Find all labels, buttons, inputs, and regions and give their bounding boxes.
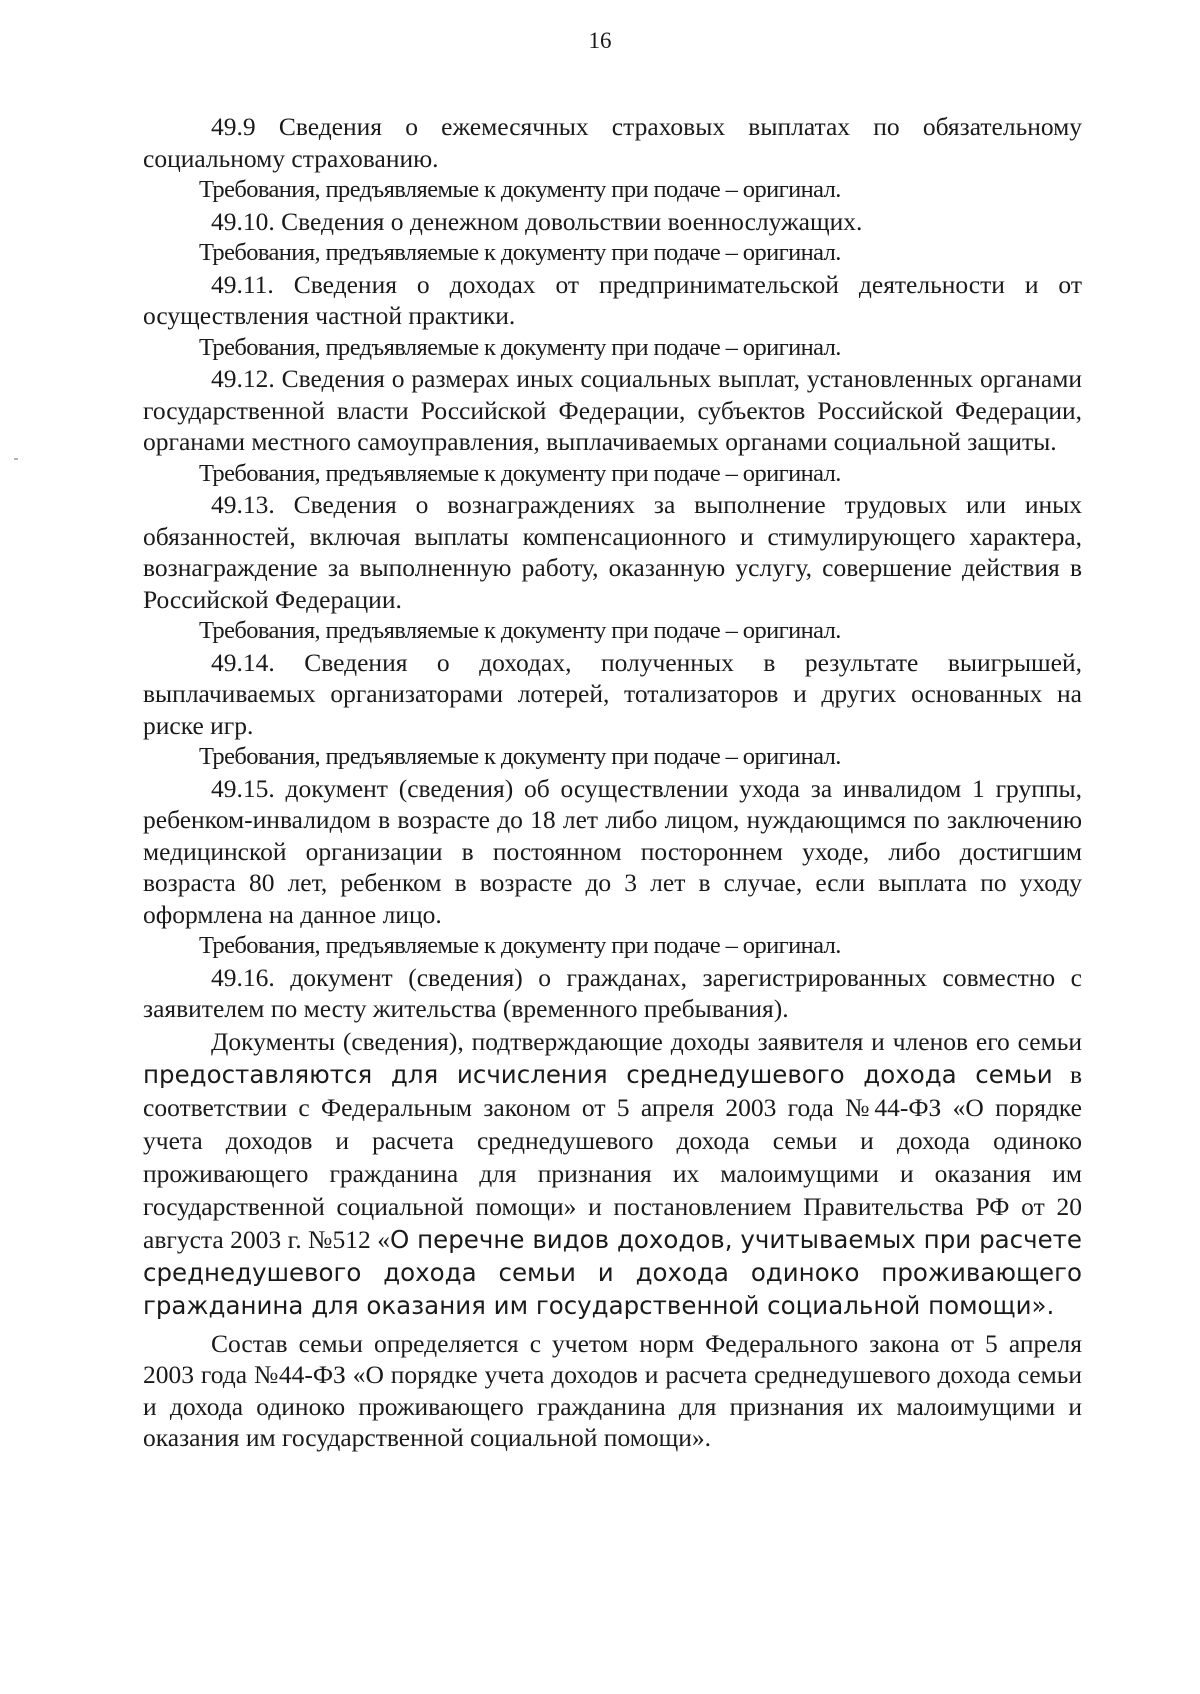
document-body (143, 111, 1082, 1454)
page-number: 16 (588, 28, 612, 53)
requirement-line: Требования, предъявляемые к документу при подаче – оригинал. (199, 617, 841, 644)
paragraph-family-composition: Состав семьи определяется с учетом норм Федерального закона от 5 апреля 2003 года №44-ФЗ «О порядке учета доходов и расчета среднедушевого дохода семьи и дохода одиноко проживающего гражданина для признания их малоимущими и оказания им государственной социальной помощи». (143, 1328, 1082, 1452)
requirement-line: Требования, предъявляемые к документу при подаче – оригинал. (199, 932, 841, 959)
requirement-line: Требования, предъявляемые к документу при подаче – оригинал. (199, 239, 841, 266)
paragraph-49-15: 49.15. документ (сведения) об осуществлении ухода за инвалидом 1 группы, ребенком-инвалидом в возрасте до 18 лет либо лицом, нуждающимся по заключению медицинской организации в постоянном постороннем уходе, либо достигшим возраста 80 лет, ребенком в возрасте до 3 лет в случае, если выплата по уходу оформлена на данное лицо. (143, 773, 1082, 929)
requirement-line: Требования, предъявляемые к документу при подаче – оригинал. (199, 743, 841, 770)
paragraph-49-13: 49.13. Сведения о вознаграждениях за выполнение трудовых или иных обязанностей, включая выплаты компенсационного и стимулирующего характера, вознаграждение за выполненную работу, оказанную услугу, совершение действия в Российской Федерации. (143, 490, 1082, 614)
paragraph-49-10: 49.10. Сведения о денежном довольствии военнослужащих. (211, 206, 863, 236)
income-documents-text-a: Документы (сведения), подтверждающие доходы заявителя и членов его семьи (211, 1026, 1082, 1056)
scan-margin-mark (14, 458, 18, 460)
requirement-line: Требования, предъявляемые к документу при подаче – оригинал. (199, 176, 841, 203)
income-documents-text-b: предоставляются для исчисления среднедушевого дохода семьи (143, 1059, 1053, 1089)
paragraph-49-11: 49.11. Сведения о доходах от предпринимательской деятельности и от осуществления частной практики. (143, 269, 1082, 330)
paragraph-49-14: 49.14. Сведения о доходах, полученных в результате выигрышей, выплачиваемых организаторами лотерей, тотализаторов и других основанных на риске игр. (143, 647, 1082, 740)
income-documents-text-d: О перечне видов доходов, учитываемых при расчете среднедушевого дохода семьи и дохода одиноко проживающего гражданина для оказания им государственной социальной помощи». (143, 1224, 1082, 1320)
paragraph-49-12: 49.12. Сведения о размерах иных социальных выплат, установленных органами государственной власти Российской Федерации, субъектов Российской Федерации, органами местного самоуправления, выплачиваемых органами социальной защиты. (143, 364, 1082, 456)
requirement-line: Требования, предъявляемые к документу при подаче – оригинал. (199, 333, 841, 361)
paragraph-income-documents (143, 1025, 1082, 1322)
paragraph-49-16: 49.16. документ (сведения) о гражданах, зарегистрированных совместно с заявителем по месту жительства (временного пребывания). (143, 962, 1082, 1023)
income-documents-text-c: в соответствии с Федеральным законом от 5 апреля 2003 года №44-ФЗ «О порядке учета доходов и расчета среднедушевого дохода семьи и дохода одиноко проживающего гражданина для признания их малоимущими и оказания им государственной социальной помощи» и постановлением Правительства РФ от 20 августа 2003 г. №512 « (143, 1059, 1082, 1254)
paragraph-49-9: 49.9 Сведения о ежемесячных страховых выплатах по обязательному социальному страхованию. (143, 112, 1082, 173)
requirement-line: Требования, предъявляемые к документу при подаче – оригинал. (199, 459, 841, 487)
